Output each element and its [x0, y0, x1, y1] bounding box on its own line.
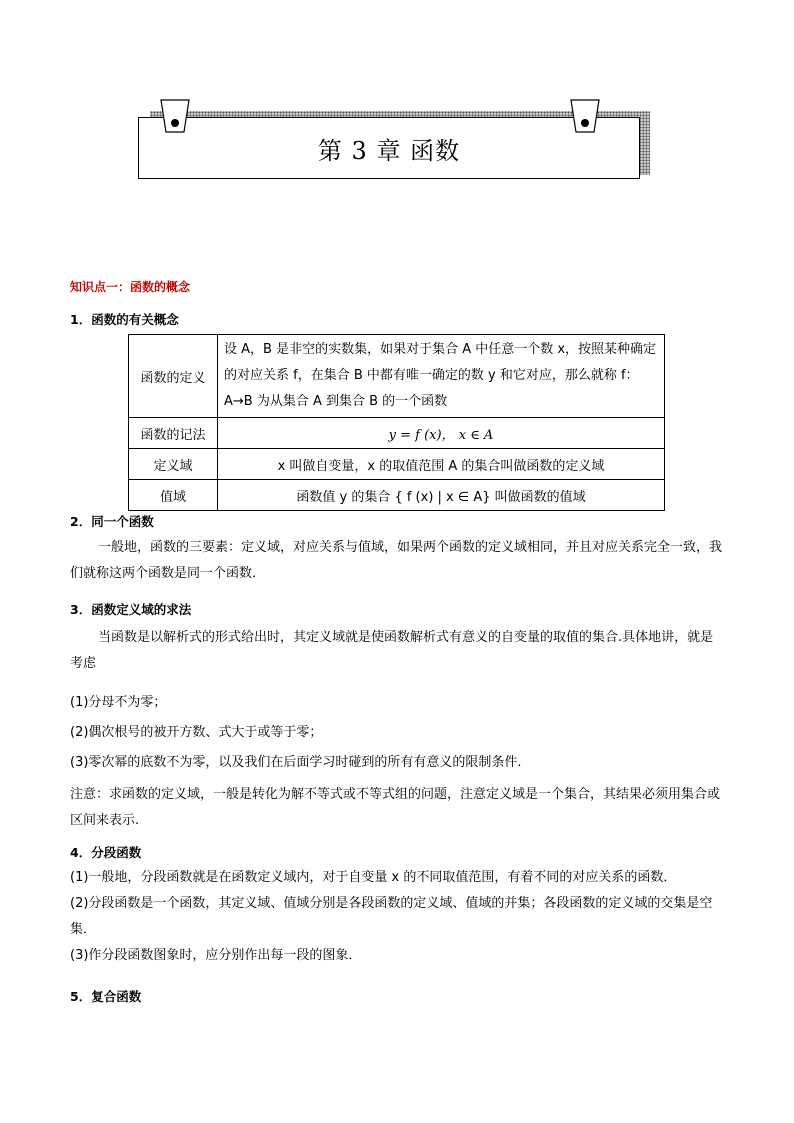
table-row [129, 480, 665, 511]
list-item: (3)作分段函数图象时，应分别作出每一段的图象． [70, 948, 362, 963]
list-item: (1)分母不为零； [70, 695, 167, 710]
heading-domain-method: 3．函数定义域的求法 [70, 602, 192, 617]
table-row [129, 335, 665, 418]
section-title: 知识点一：函数的概念 [70, 280, 191, 294]
heading-composite: 5．复合函数 [70, 989, 142, 1004]
table-content: x 叫做自变量，x 的取值范围 A 的集合叫做函数的定义域 [218, 449, 665, 480]
chapter-banner [138, 99, 658, 195]
concept-table [128, 334, 665, 511]
heading-concepts: 1．函数的有关概念 [70, 312, 179, 327]
list-item: (3)零次幂的底数不为零，以及我们在后面学习时碰到的所有有意义的限制条件. [70, 755, 522, 770]
paragraph-domain-method: 当函数是以解析式的形式给出时，其定义域就是使函数解析式有意义的自变量的取值的集合.具体地讲，就是考虑 [70, 630, 714, 671]
chapter-title: 第 3 章 函数 [317, 136, 461, 165]
table-label: 定义域 [129, 449, 218, 480]
heading-same-function: 2．同一个函数 [70, 514, 154, 529]
table-row [129, 418, 665, 449]
table-content: 函数值 y 的集合 { f (x) | x ∈ A} 叫做函数的值域 [218, 480, 665, 511]
paragraph-same-function: 一般地，函数的三要素：定义域，对应关系与值域，如果两个函数的定义域相同，并且对应关系完全一致，我们就称这两个函数是同一个函数． [70, 540, 723, 581]
note-paragraph: 注意：求函数的定义域，一般是转化为解不等式或不等式组的问题，注意定义域是一个集合，其结果必须用集合或区间来表示. [70, 787, 721, 828]
table-label: 函数的定义 [129, 335, 218, 418]
list-item: (2)分段函数是一个函数，其定义域、值域分别是各段函数的定义域、值域的并集；各段函数的定义域的交集是空集． [70, 896, 713, 937]
list-item: (1)一般地，分段函数就是在函数定义域内，对于自变量 x 的不同取值范围，有着不同的对应关系的函数． [70, 870, 677, 885]
table-label: 函数的记法 [129, 418, 218, 449]
table-row [129, 449, 665, 480]
list-item: (2)偶次根号的被开方数、式大于或等于零； [70, 725, 323, 740]
table-content: 设 A，B 是非空的实数集，如果对于集合 A 中任意一个数 x，按照某种确定的对应关系 f，在集合 B 中都有唯一确定的数 y 和它对应，那么就称 f：A→B 为从集合 A 到集合 B 的一个函数 [218, 335, 665, 418]
table-label: 值域 [129, 480, 218, 511]
table-content: y = f (x)， x ∈ A [218, 418, 665, 449]
heading-piecewise: 4．分段函数 [70, 845, 142, 860]
